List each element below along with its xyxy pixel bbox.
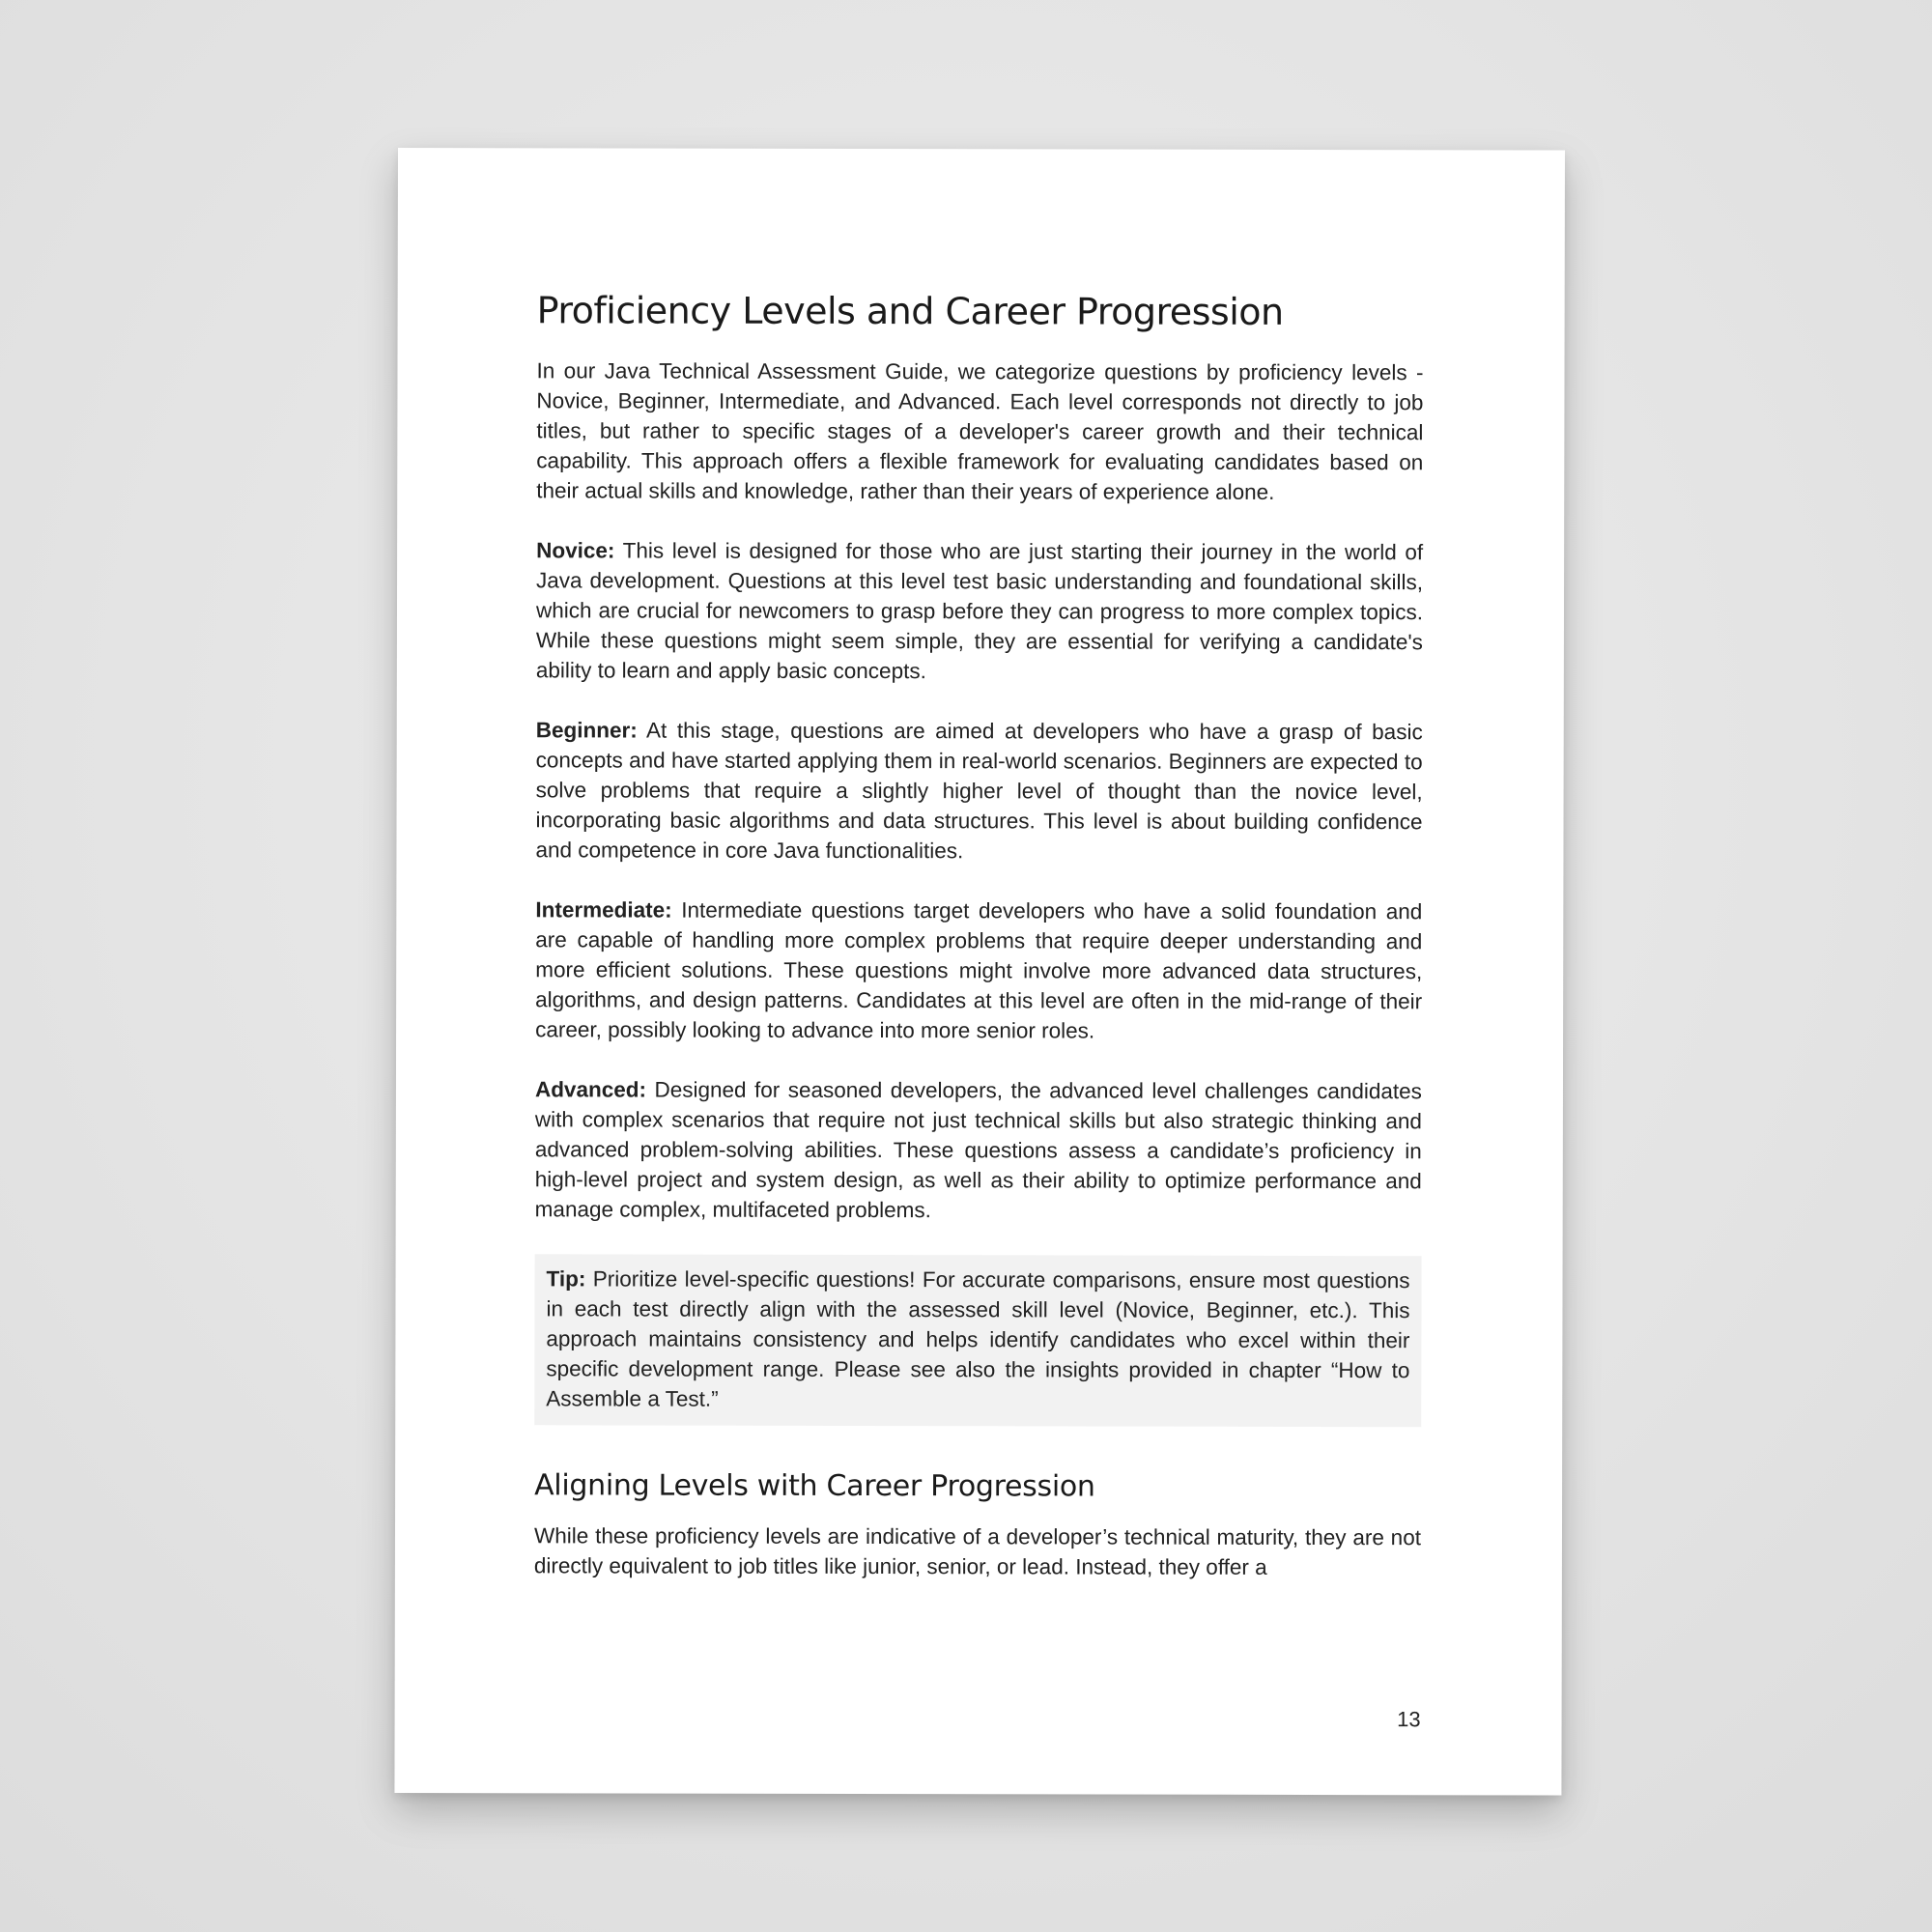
level-text-beginner: At this stage, questions are aimed at developers who have a grasp of basic concepts and have started applying them in real-world scenarios. Beginners are expected to solve problems that require a slightly higher level of thought than the novice level, incorporating basic algorithms and data structures. This level is about building confidence and competence in core Java functionalities. bbox=[535, 718, 1423, 863]
tip-box bbox=[534, 1254, 1421, 1427]
level-paragraph-intermediate bbox=[535, 895, 1422, 1046]
level-label-advanced: Advanced: bbox=[534, 1076, 647, 1102]
level-text-novice: This level is designed for those who are just starting their journey in the world of Java development. Questions at this level test basic understanding and foundational skills, which are crucial for newcomers to grasp before they can progress to more complex topics. While these questions might seem simple, they are essential for verifying a candidate's ability to learn and apply basic concepts. bbox=[535, 537, 1424, 683]
level-paragraph-advanced bbox=[535, 1074, 1422, 1226]
tip-label: Tip: bbox=[546, 1265, 586, 1291]
section-subtitle: Aligning Levels with Career Progression bbox=[534, 1467, 1095, 1504]
level-text-advanced: Designed for seasoned developers, the advanced level challenges candidates with complex scenarios that require not just technical skills but also strategic thinking and advanced problem-solving abilities. These questions assess a candidate’s proficiency in high-level project and system design, as well as their ability to optimize performance and manage complex, multifaceted problems. bbox=[534, 1077, 1422, 1222]
page-content bbox=[534, 288, 1424, 1612]
intro-paragraph: In our Java Technical Assessment Guide, we categorize questions by proficiency levels - Novice, Beginner, Intermediate, and Advanced. Each level corresponds not directly to job titles, but rather to specific stages of a developer's career growth and their technical capability. This approach offers a flexible framework for evaluating candidates based on their actual skills and knowledge, rather than their years of experience alone. bbox=[536, 357, 1424, 504]
closing-paragraph: While these proficiency levels are indicative of a developer’s technical maturity, they are not directly equivalent to job titles like junior, senior, or lead. Instead, they offer a bbox=[533, 1523, 1422, 1579]
page-number: 13 bbox=[1397, 1707, 1421, 1732]
tip-text: Prioritize level-specific questions! For accurate comparisons, ensure most questions in each test directly align with the assessed skill level (Novice, Beginner, etc.). This approach maintains consistency and helps identify candidates who excel within their specific development range. Please see also the insights provided in chapter “How to Assemble a Test.” bbox=[546, 1265, 1410, 1411]
page-title: Proficiency Levels and Career Progression bbox=[536, 289, 1284, 333]
level-label-beginner: Beginner: bbox=[535, 717, 638, 743]
level-paragraph-novice bbox=[536, 535, 1423, 687]
level-paragraph-beginner bbox=[535, 715, 1422, 867]
level-label-novice: Novice: bbox=[536, 537, 615, 562]
document-page bbox=[394, 148, 1565, 1796]
level-label-intermediate: Intermediate: bbox=[535, 896, 672, 923]
level-text-intermediate: Intermediate questions target developers who have a solid foundation and are capable of handling more complex problems that require deeper understanding and more efficient solutions. These questions might involve more advanced data structures, algorithms, and design patterns. Candidates at this level are often in the mid-range of their career, possibly looking to advance into more senior roles. bbox=[535, 897, 1423, 1043]
